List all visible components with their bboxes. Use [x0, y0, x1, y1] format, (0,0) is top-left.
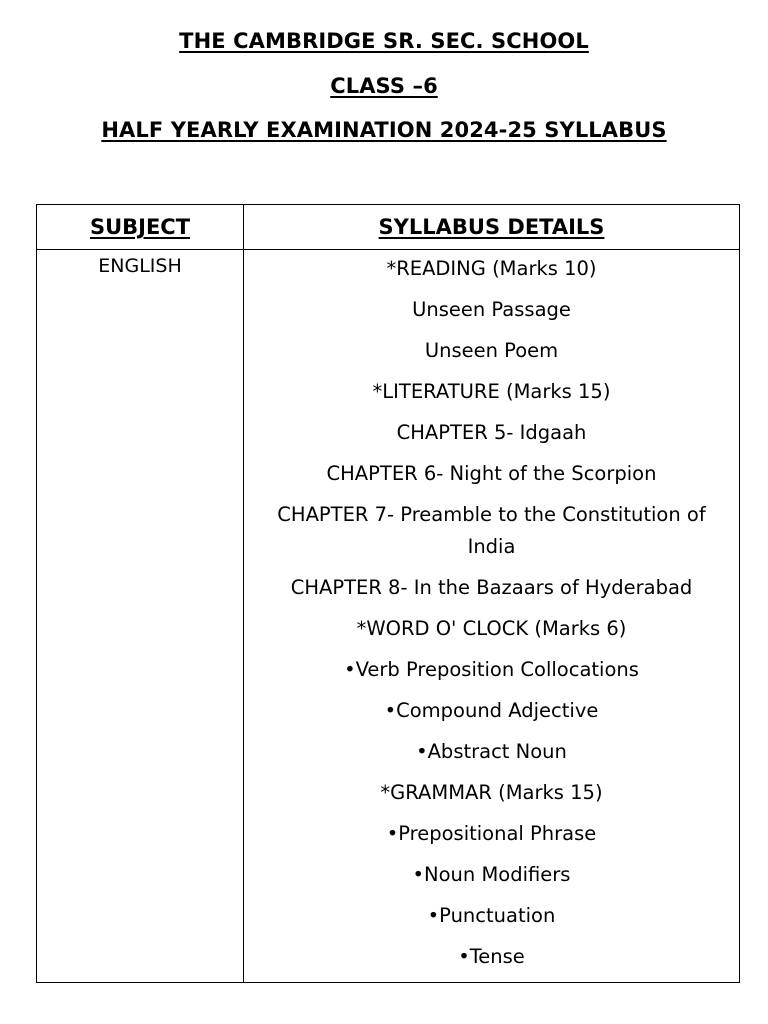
table-row [37, 250, 740, 983]
detail-line: •Abstract Noun [416, 740, 567, 763]
detail-line: *LITERATURE (Marks 15) [372, 380, 611, 403]
detail-line: Unseen Passage [412, 298, 571, 321]
detail-line: CHAPTER 8- In the Bazaars of Hyderabad [290, 576, 693, 599]
details-column-header: SYLLABUS DETAILS [244, 205, 740, 250]
detail-line: •Tense [458, 945, 525, 968]
detail-line: Unseen Poem [424, 339, 559, 362]
detail-line: CHAPTER 5- Idgaah [396, 421, 587, 444]
detail-line: *GRAMMAR (Marks 15) [380, 781, 603, 804]
subject-column-header: SUBJECT [37, 205, 244, 250]
details-cell [244, 250, 740, 983]
detail-line: •Punctuation [427, 904, 556, 927]
detail-line: •Verb Preposition Collocations [344, 658, 639, 681]
syllabus-table [36, 204, 740, 983]
detail-line: CHAPTER 6- Night of the Scorpion [326, 462, 657, 485]
detail-line: *WORD O' CLOCK (Marks 6) [356, 617, 627, 640]
school-name: THE CAMBRIDGE SR. SEC. SCHOOL [179, 29, 589, 53]
detail-line: CHAPTER 7- Preamble to the Constitution of India [277, 503, 706, 558]
exam-title: HALF YEARLY EXAMINATION 2024-25 SYLLABUS [101, 118, 667, 142]
table-header-row [37, 205, 740, 250]
class-title: CLASS –6 [330, 74, 438, 98]
detail-line: *READING (Marks 10) [386, 257, 597, 280]
detail-line: •Compound Adjective [384, 699, 599, 722]
detail-line: •Prepositional Phrase [386, 822, 597, 845]
subject-cell: ENGLISH [37, 250, 244, 983]
detail-line: •Noun Modifiers [412, 863, 571, 886]
